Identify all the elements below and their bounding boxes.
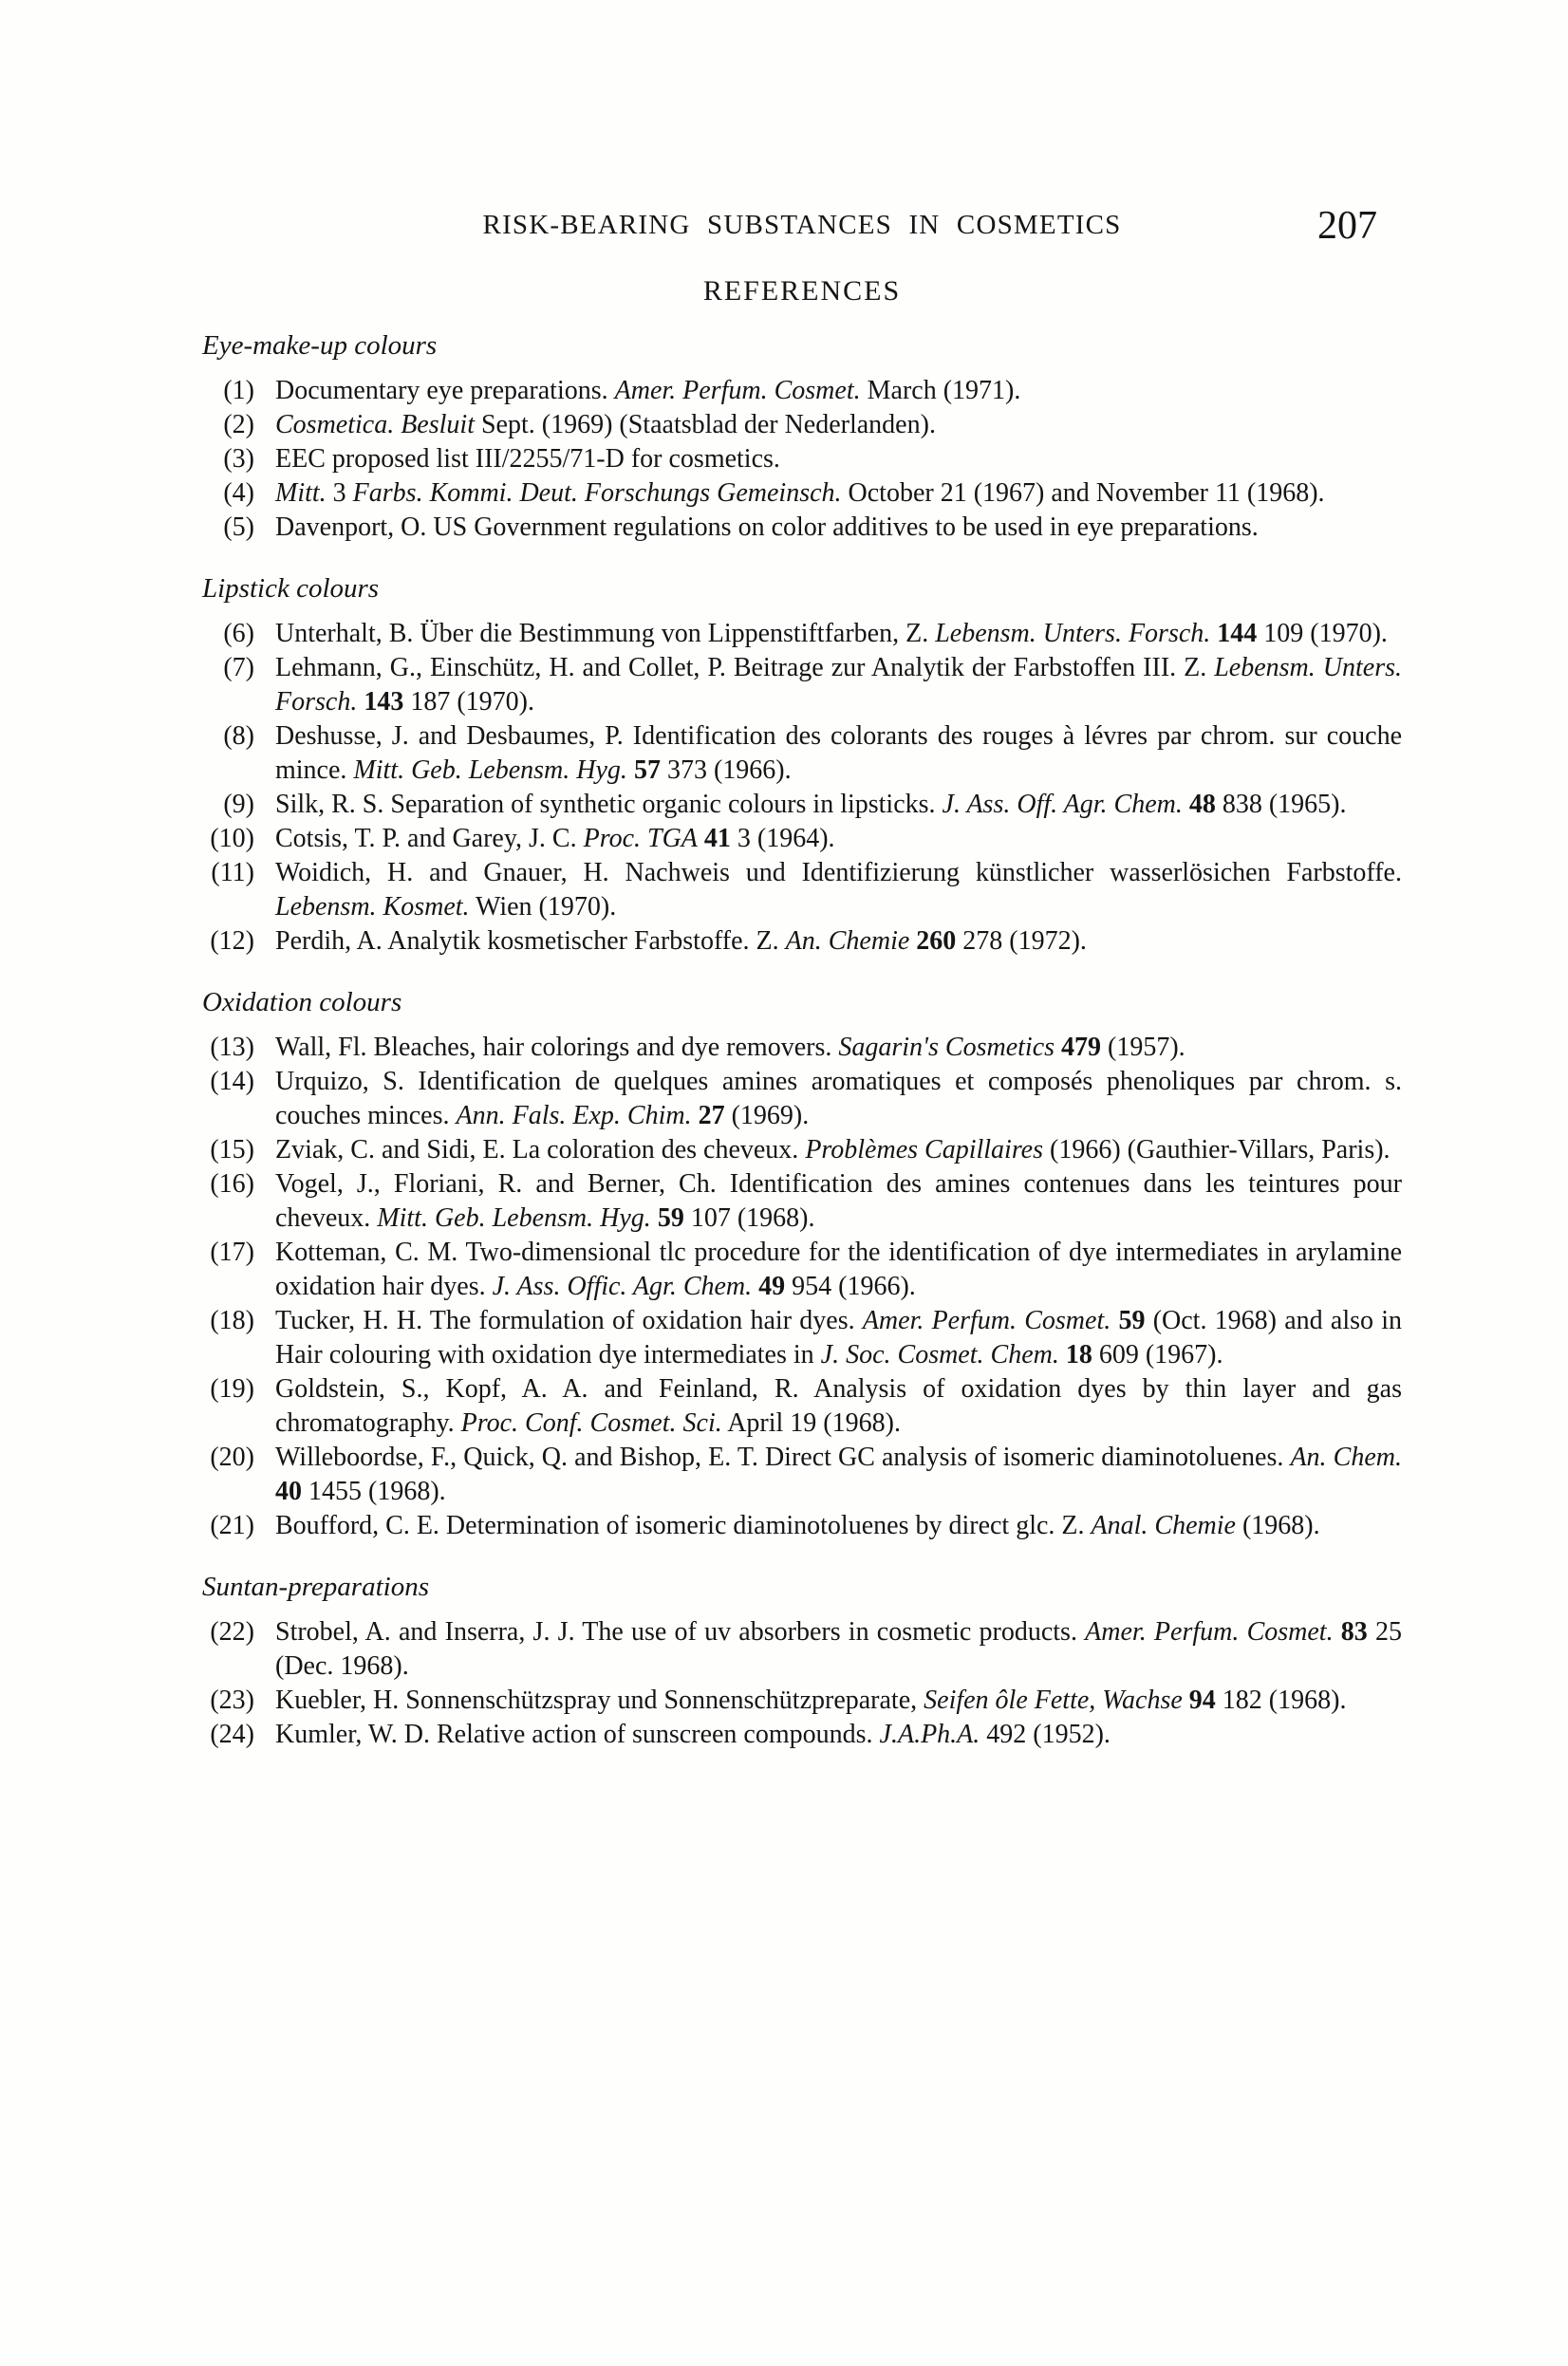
- reference-text-segment: Wall, Fl. Bleaches, hair colorings and dye removers.: [275, 1033, 839, 1062]
- reference-text-segment: Mitt.: [275, 478, 327, 508]
- reference-text-segment: Urquizo, S. Identification de quelques amines aromatiques et composés phenoliques par chrom. s. couches minces.: [275, 1067, 1402, 1130]
- reference-text-segment: (1957).: [1101, 1033, 1185, 1062]
- reference-text-segment: 83: [1340, 1617, 1368, 1647]
- reference-number: (12): [210, 926, 254, 956]
- reference-text-segment: [1183, 790, 1189, 819]
- reference-number: (20): [210, 1443, 254, 1472]
- reference-item: [202, 856, 1402, 924]
- reference-number: (17): [210, 1238, 254, 1267]
- reference-text-segment: Goldstein, S., Kopf, A. A. and Feinland, R. Analysis of oxidation dyes by thin layer and gas chromatography.: [275, 1374, 1402, 1438]
- reference-text-segment: (1969).: [724, 1101, 810, 1130]
- reference-text: [275, 1133, 1402, 1167]
- reference-text: [275, 924, 1402, 959]
- reference-text-segment: (1968).: [1235, 1511, 1320, 1540]
- reference-text-segment: Proc. Conf. Cosmet. Sci.: [460, 1408, 722, 1438]
- reference-text: [275, 408, 1402, 442]
- reference-text: [275, 1441, 1402, 1509]
- reference-text-segment: 479: [1061, 1033, 1102, 1062]
- reference-text-segment: 59: [657, 1203, 684, 1233]
- page-header: [202, 200, 1402, 246]
- reference-text-segment: 260: [916, 926, 957, 956]
- reference-text-segment: An. Chemie: [785, 926, 910, 956]
- reference-text: [275, 374, 1402, 408]
- reference-text-segment: 59: [1118, 1306, 1146, 1335]
- reference-item: [202, 719, 1402, 788]
- reference-text-segment: 373 (1966).: [660, 755, 792, 785]
- reference-text-segment: [1334, 1617, 1341, 1647]
- reference-number: (11): [211, 858, 254, 887]
- reference-text-segment: 187 (1970).: [403, 687, 534, 717]
- reference-number: (5): [223, 512, 254, 542]
- reference-text-segment: 609 (1967).: [1092, 1340, 1223, 1369]
- reference-text-segment: (1966) (Gauthier-Villars, Paris).: [1043, 1135, 1391, 1164]
- references-title: REFERENCES: [702, 275, 902, 307]
- reference-text: [275, 617, 1402, 651]
- reference-item: [202, 1304, 1402, 1372]
- reference-number: (3): [223, 444, 254, 474]
- reference-text-segment: Boufford, C. E. Determination of isomeric diaminotoluenes by direct glc. Z.: [275, 1511, 1092, 1540]
- reference-number: (7): [223, 653, 254, 682]
- reference-item: [202, 617, 1402, 651]
- reference-text-segment: Perdih, A. Analytik kosmetischer Farbstoffe. Z.: [275, 926, 786, 956]
- reference-section: [202, 571, 1402, 959]
- reference-number: (18): [210, 1306, 254, 1335]
- reference-text-segment: 94: [1188, 1686, 1216, 1715]
- reference-text-segment: 492 (1952).: [980, 1720, 1111, 1749]
- reference-text-segment: [627, 755, 634, 785]
- reference-text: [275, 1236, 1402, 1304]
- reference-number: (2): [223, 410, 254, 439]
- reference-text-segment: 144: [1217, 619, 1258, 648]
- reference-text-segment: Sept. (1969) (Staatsblad der Nederlanden).: [474, 410, 936, 439]
- reference-text-segment: Problèmes Capillaires: [805, 1135, 1043, 1164]
- section-heading: Oxidation colours: [202, 987, 402, 1017]
- reference-item: [202, 374, 1402, 408]
- reference-item: [202, 1718, 1402, 1752]
- reference-text-segment: An. Chem.: [1290, 1443, 1402, 1472]
- reference-item: [202, 1065, 1402, 1133]
- reference-text-segment: 838 (1965).: [1215, 790, 1347, 819]
- reference-item: [202, 788, 1402, 822]
- reference-number: (9): [223, 790, 254, 819]
- reference-text-segment: Lebensm. Unters. Forsch.: [935, 619, 1211, 648]
- reference-text: [275, 1509, 1402, 1543]
- reference-text-segment: 25 (Dec. 1968).: [275, 1617, 1403, 1681]
- reference-item: [202, 651, 1402, 719]
- reference-text-segment: J. Ass. Off. Agr. Chem.: [942, 790, 1183, 819]
- reference-text-segment: Davenport, O. US Government regulations on color additives to be used in eye preparations.: [275, 512, 1259, 542]
- reference-text-segment: Proc. TGA: [583, 824, 698, 853]
- reference-text: [275, 788, 1402, 822]
- reference-text-segment: Amer. Perfum. Cosmet.: [862, 1306, 1111, 1335]
- reference-section: [202, 1570, 1402, 1752]
- reference-text-segment: J.A.Ph.A.: [879, 1720, 980, 1749]
- reference-number: (1): [223, 376, 254, 405]
- reference-text: [275, 719, 1402, 788]
- reference-text-segment: Cosmetica. Besluit: [275, 410, 475, 439]
- reference-text-segment: (Oct. 1968) and also in Hair colouring with oxidation dye intermediates in: [275, 1306, 1402, 1369]
- reference-number: (15): [210, 1135, 254, 1164]
- reference-text-segment: Amer. Perfum. Cosmet.: [1085, 1617, 1334, 1647]
- reference-number: (4): [223, 478, 254, 508]
- reference-text-segment: October 21 (1967) and November 11 (1968).: [841, 478, 1325, 508]
- reference-number: (13): [210, 1033, 254, 1062]
- reference-text: [275, 1304, 1402, 1372]
- reference-text-segment: Kotteman, C. M. Two-dimensional tlc procedure for the identification of dye intermediates in arylamine oxidation hair dyes.: [275, 1238, 1402, 1301]
- reference-text-segment: March (1971).: [860, 376, 1021, 405]
- reference-text-segment: 3: [326, 478, 353, 508]
- reference-item: [202, 1372, 1402, 1441]
- reference-text-segment: Unterhalt, B. Über die Bestimmung von Lippenstiftfarben, Z.: [275, 619, 936, 648]
- reference-number: (21): [210, 1511, 254, 1540]
- reference-text-segment: 3 (1964).: [730, 824, 835, 853]
- reference-number: (19): [210, 1374, 254, 1404]
- reference-text-segment: [651, 1203, 658, 1233]
- reference-item: [202, 822, 1402, 856]
- reference-text-segment: 109 (1970).: [1257, 619, 1388, 648]
- reference-text: [275, 1615, 1402, 1684]
- reference-text-segment: Lebensm. Unters. Forsch.: [275, 653, 1402, 717]
- references-list: [202, 328, 1402, 1752]
- reference-text-segment: 48: [1188, 790, 1216, 819]
- reference-item: [202, 476, 1402, 511]
- reference-text-segment: Tucker, H. H. The formulation of oxidation hair dyes.: [275, 1306, 863, 1335]
- reference-text-segment: Mitt. Geb. Lebensm. Hyg.: [353, 755, 627, 785]
- reference-text-segment: Lebensm. Kosmet.: [275, 892, 470, 922]
- reference-text-segment: Vogel, J., Floriani, R. and Berner, Ch. Identification des amines contenues dans les teintures pour cheveux.: [275, 1169, 1402, 1233]
- reference-text: [275, 1372, 1402, 1441]
- reference-text-segment: [1059, 1340, 1066, 1369]
- reference-text-segment: Documentary eye preparations.: [275, 376, 615, 405]
- reference-item: [202, 1615, 1402, 1684]
- reference-item: [202, 1441, 1402, 1509]
- reference-text: [275, 1718, 1402, 1752]
- reference-text-segment: 143: [364, 687, 404, 717]
- reference-text-segment: [1055, 1033, 1061, 1062]
- reference-text-segment: 27: [698, 1101, 725, 1130]
- reference-text-segment: Cotsis, T. P. and Garey, J. C.: [275, 824, 584, 853]
- reference-text-segment: J. Soc. Cosmet. Chem.: [820, 1340, 1059, 1369]
- reference-item: [202, 442, 1402, 476]
- reference-text-segment: Strobel, A. and Inserra, J. J. The use of uv absorbers in cosmetic products.: [275, 1617, 1086, 1647]
- reference-text: [275, 856, 1402, 924]
- reference-item: [202, 1167, 1402, 1236]
- reference-text-segment: Farbs. Kommi. Deut. Forschungs Gemeinsch.: [352, 478, 842, 508]
- reference-item: [202, 1133, 1402, 1167]
- running-title: RISK-BEARING SUBSTANCES IN COSMETICS: [482, 210, 1122, 240]
- reference-item: [202, 1031, 1402, 1065]
- reference-text-segment: [698, 824, 704, 853]
- section-heading: Lipstick colours: [202, 573, 380, 604]
- reference-item: [202, 924, 1402, 959]
- reference-text-segment: Anal. Chemie: [1091, 1511, 1236, 1540]
- reference-text-segment: 57: [633, 755, 661, 785]
- reference-text-segment: Woidich, H. and Gnauer, H. Nachweis und Identifizierung künstlicher wasserlösichen Farbstoffe.: [275, 858, 1402, 887]
- reference-text-segment: 278 (1972).: [956, 926, 1087, 956]
- reference-text-segment: 41: [703, 824, 731, 853]
- reference-number: (16): [210, 1169, 254, 1199]
- reference-text-segment: 1455 (1968).: [302, 1477, 446, 1506]
- reference-number: (23): [210, 1686, 254, 1715]
- reference-text-segment: Seifen ôle Fette, Wachse: [924, 1686, 1183, 1715]
- reference-text: [275, 1167, 1402, 1236]
- reference-text-segment: Zviak, C. and Sidi, E. La coloration des cheveux.: [275, 1135, 806, 1164]
- reference-item: [202, 1509, 1402, 1543]
- reference-text-segment: Lehmann, G., Einschütz, H. and Collet, P. Beitrage zur Analytik der Farbstoffen III. Z.: [275, 653, 1215, 682]
- reference-text-segment: 954 (1966).: [785, 1272, 916, 1301]
- reference-text: [275, 511, 1402, 545]
- reference-item: [202, 511, 1402, 545]
- reference-text-segment: April 19 (1968).: [721, 1408, 901, 1438]
- reference-text-segment: Amer. Perfum. Cosmet.: [614, 376, 861, 405]
- reference-text-segment: 107 (1968).: [683, 1203, 815, 1233]
- reference-text-segment: Silk, R. S. Separation of synthetic organic colours in lipsticks.: [275, 790, 943, 819]
- reference-text: [275, 1031, 1402, 1065]
- reference-number: (10): [210, 824, 254, 853]
- reference-number: (24): [210, 1720, 254, 1749]
- reference-section: [202, 985, 1402, 1543]
- reference-text-segment: Kuebler, H. Sonnenschützspray und Sonnenschützpreparate,: [275, 1686, 924, 1715]
- reference-text: [275, 476, 1402, 511]
- reference-text-segment: J. Ass. Offic. Agr. Chem.: [492, 1272, 753, 1301]
- reference-text-segment: 182 (1968).: [1215, 1686, 1347, 1715]
- reference-text-segment: Sagarin's Cosmetics: [838, 1033, 1055, 1062]
- reference-number: (8): [223, 721, 254, 751]
- reference-text: [275, 822, 1402, 856]
- reference-text-segment: 40: [275, 1477, 302, 1506]
- reference-text-segment: 49: [758, 1272, 786, 1301]
- reference-item: [202, 408, 1402, 442]
- reference-text-segment: Deshusse, J. and Desbaumes, P. Identification des colorants des rouges à lévres par chrom. sur couche mince.: [275, 721, 1402, 785]
- reference-text-segment: Wien (1970).: [469, 892, 617, 922]
- reference-text-segment: EEC proposed list III/2255/71-D for cosmetics.: [275, 444, 780, 474]
- reference-text: [275, 651, 1402, 719]
- reference-text: [275, 442, 1402, 476]
- section-heading: Eye-make-up colours: [202, 330, 438, 361]
- reference-text-segment: Mitt. Geb. Lebensm. Hyg.: [377, 1203, 651, 1233]
- reference-item: [202, 1236, 1402, 1304]
- reference-text: [275, 1065, 1402, 1133]
- reference-number: (6): [223, 619, 254, 648]
- reference-item: [202, 1684, 1402, 1718]
- reference-text-segment: Kumler, W. D. Relative action of sunscreen compounds.: [275, 1720, 880, 1749]
- reference-text-segment: Willeboordse, F., Quick, Q. and Bishop, E. T. Direct GC analysis of isomeric diaminotoluenes.: [275, 1443, 1291, 1472]
- reference-number: (14): [210, 1067, 254, 1096]
- reference-text-segment: [1183, 1686, 1189, 1715]
- reference-text: [275, 1684, 1402, 1718]
- reference-number: (22): [210, 1617, 254, 1647]
- reference-text-segment: [692, 1101, 699, 1130]
- reference-text-segment: Ann. Fals. Exp. Chim.: [456, 1101, 692, 1130]
- reference-section: [202, 328, 1402, 545]
- section-heading: Suntan-preparations: [202, 1572, 429, 1602]
- page-number: 207: [1317, 204, 1377, 248]
- reference-text-segment: 18: [1065, 1340, 1092, 1369]
